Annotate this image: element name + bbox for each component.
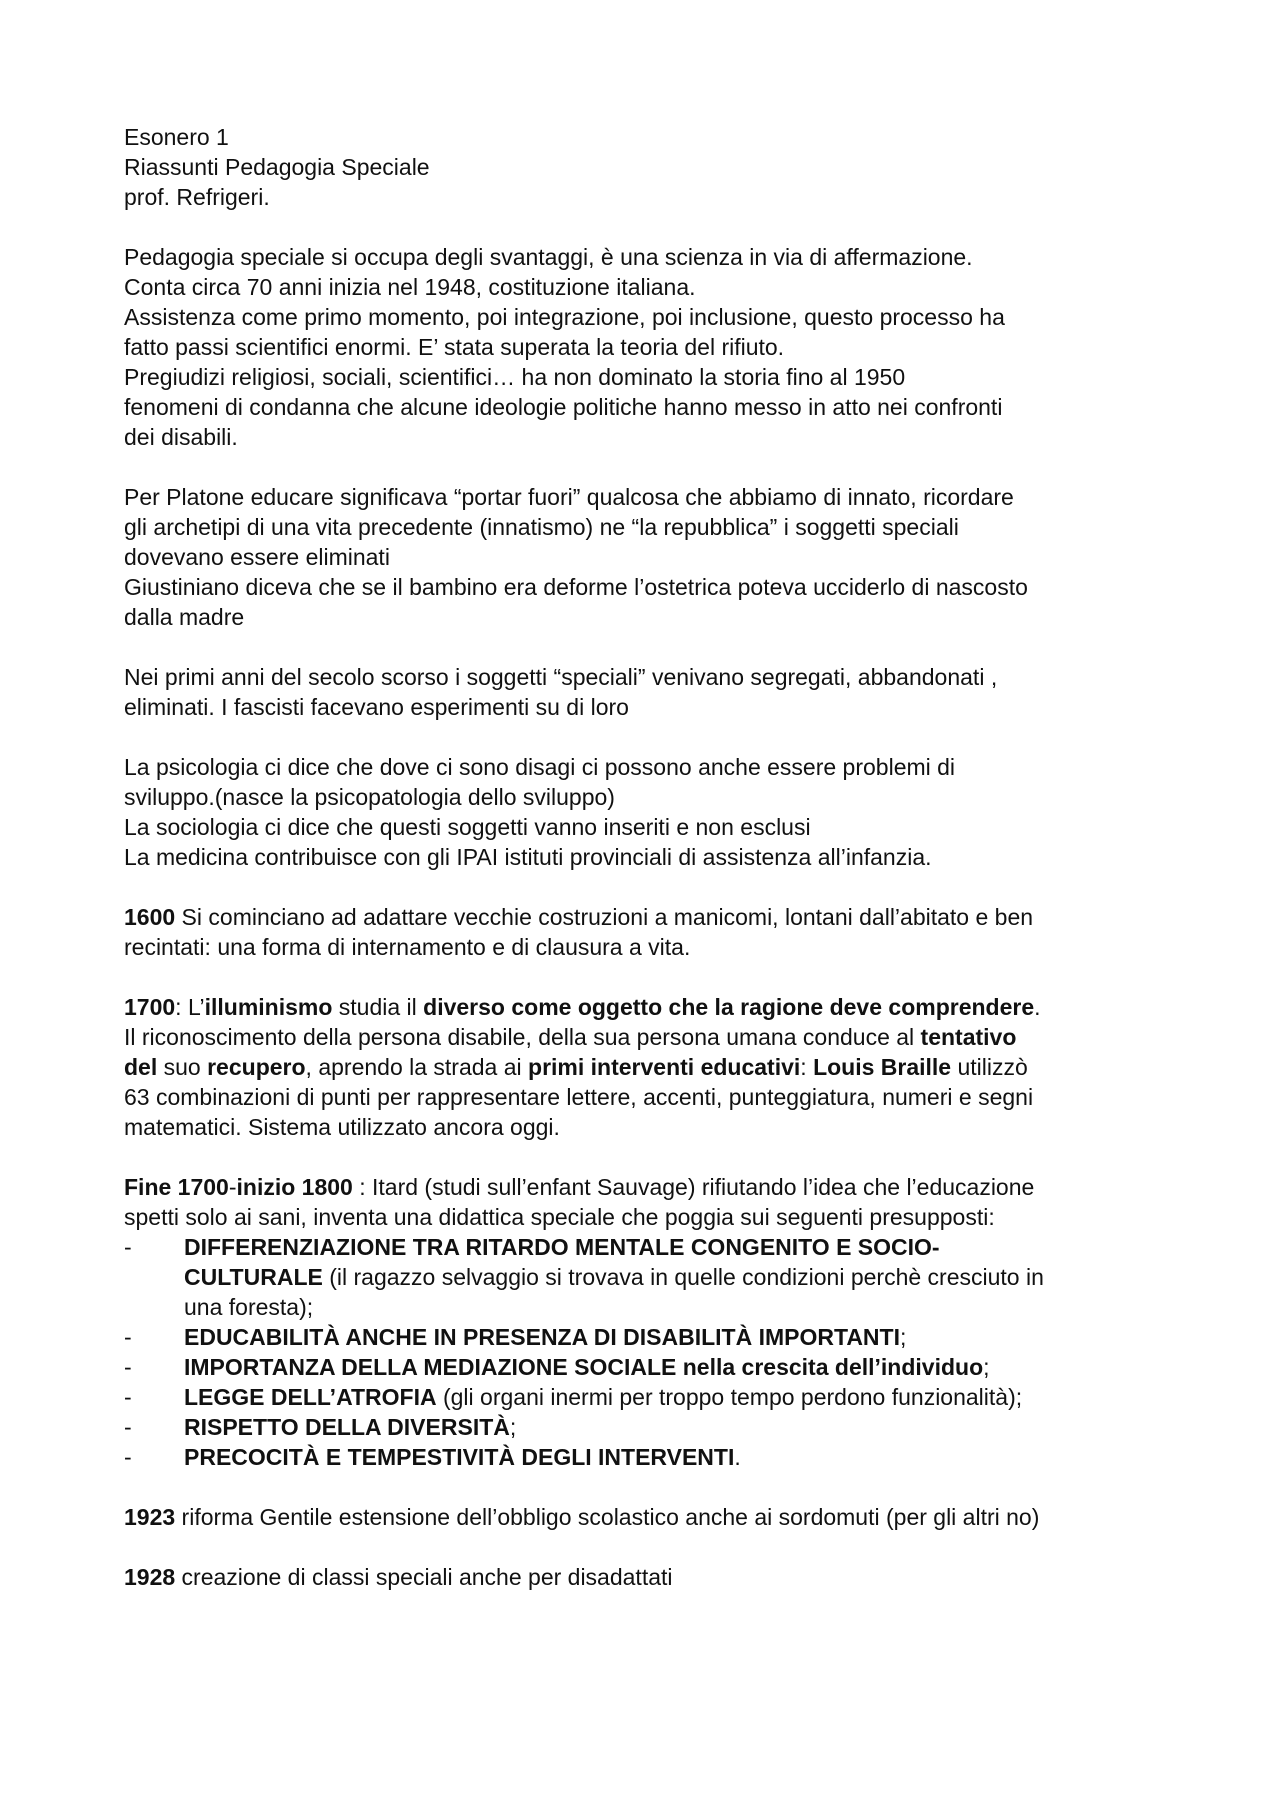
section-1700: [124, 992, 1184, 1142]
text-line: La sociologia ci dice che questi soggetti vanno inseriti e non esclusi: [124, 814, 811, 840]
text-line: Per Platone educare significava “portar fuori” qualcosa che abbiamo di innato, ricordare: [124, 484, 1014, 510]
year-1928: 1928: [124, 1564, 176, 1590]
dash-bullet: -: [124, 1384, 132, 1410]
bold-run: RISPETTO DELLA DIVERSITÀ: [184, 1414, 510, 1440]
text-run: (il ragazzo selvaggio si trovava in quelle condizioni perchè cresciuto in: [322, 1264, 1044, 1290]
section-1923: [124, 1502, 1184, 1532]
list-item: [124, 1232, 1184, 1322]
text-line: [184, 1412, 1184, 1442]
bold-run: LEGGE DELL’ATROFIA: [184, 1384, 437, 1410]
text-run: , aprendo la strada ai: [305, 1054, 529, 1080]
paragraph-discipline: [124, 752, 1184, 872]
bold-run: diverso come oggetto che la ragione deve comprendere: [423, 994, 1035, 1020]
text-line: La medicina contribuisce con gli IPAI istituti provinciali di assistenza all’infanzia.: [124, 844, 932, 870]
bold-run: primi interventi educativi: [528, 1054, 801, 1080]
bold-run: Fine 1700: [124, 1174, 229, 1200]
bold-run: del: [124, 1054, 158, 1080]
text-line: La psicologia ci dice che dove ci sono disagi ci possono anche essere problemi di: [124, 754, 956, 780]
text-line: [124, 1022, 1184, 1052]
paragraph-secolo-scorso: [124, 662, 1184, 722]
list-item: [124, 1442, 1184, 1472]
text-line: dovevano essere eliminati: [124, 544, 390, 570]
document-header: [124, 122, 1184, 212]
text-line: dei disabili.: [124, 424, 238, 450]
text-run: utilizzò: [951, 1054, 1028, 1080]
text-line: Giustiniano diceva che se il bambino era deforme l’ostetrica poteva ucciderlo di nascosto: [124, 574, 1028, 600]
text-line: [124, 1562, 1184, 1592]
text-line: eliminati. I fascisti facevano esperimenti su di loro: [124, 694, 629, 720]
professor-name: prof. Refrigeri.: [124, 184, 270, 210]
text-line: Conta circa 70 anni inizia nel 1948, costituzione italiana.: [124, 274, 696, 300]
list-item: [124, 1382, 1184, 1412]
text-line: Nei primi anni del secolo scorso i soggetti “speciali” venivano segregati, abbandonati ,: [124, 664, 998, 690]
dash-bullet: -: [124, 1414, 132, 1440]
text-line: [184, 1442, 1184, 1472]
paragraph-intro: [124, 242, 1184, 452]
text-line: matematici. Sistema utilizzato ancora oggi.: [124, 1114, 560, 1140]
text-line: una foresta);: [184, 1294, 314, 1320]
bold-run: inizio 1800: [236, 1174, 353, 1200]
text-run: -: [228, 1174, 237, 1200]
text-line: recintati: una forma di internamento e di clausura a vita.: [124, 934, 691, 960]
text-line: Assistenza come primo momento, poi integrazione, poi inclusione, questo processo ha: [124, 304, 1005, 330]
text-line: Pregiudizi religiosi, sociali, scientifici… ha non dominato la storia fino al 1950: [124, 364, 906, 390]
section-1928: [124, 1562, 1184, 1592]
dash-bullet: -: [124, 1354, 132, 1380]
bold-run: Louis Braille: [813, 1054, 952, 1080]
paragraph-platone: [124, 482, 1184, 632]
dash-bullet: -: [124, 1444, 132, 1470]
text-line: [124, 992, 1184, 1022]
presupposti-list: [124, 1232, 1184, 1472]
text-run: ;: [983, 1354, 990, 1380]
year-1700: 1700: [124, 994, 176, 1020]
section-1600: [124, 902, 1184, 962]
list-item: [124, 1352, 1184, 1382]
text-line: [184, 1352, 1184, 1382]
list-item: [124, 1322, 1184, 1352]
bold-run: tentativo: [920, 1024, 1017, 1050]
bold-run: recupero: [207, 1054, 306, 1080]
bold-run: IMPORTANZA DELLA MEDIAZIONE SOCIALE nella crescita dell’individuo: [184, 1354, 984, 1380]
text-run: .: [734, 1444, 741, 1470]
text-line: fenomeni di condanna che alcune ideologie politiche hanno messo in atto nei confronti: [124, 394, 1003, 420]
text-line: [184, 1262, 1184, 1292]
text-run: :: [800, 1054, 814, 1080]
text-line: [124, 902, 1184, 932]
dash-bullet: -: [124, 1234, 132, 1260]
text-run: Il riconoscimento della persona disabile, della sua persona umana conduce al: [124, 1024, 921, 1050]
bold-run: illuminismo: [204, 994, 333, 1020]
bold-run: DIFFERENZIAZIONE TRA RITARDO MENTALE CONGENITO E SOCIO-: [184, 1234, 940, 1260]
text-run: Si cominciano ad adattare vecchie costruzioni a manicomi, lontani dall’abitato e ben: [175, 904, 1034, 930]
text-line: [184, 1382, 1184, 1412]
section-1800: [124, 1172, 1184, 1472]
text-line: fatto passi scientifici enormi. E’ stata superata la teoria del rifiuto.: [124, 334, 785, 360]
text-line: dalla madre: [124, 604, 245, 630]
text-line: gli archetipi di una vita precedente (innatismo) ne “la repubblica” i soggetti speciali: [124, 514, 959, 540]
text-line: [124, 1502, 1184, 1532]
text-run: suo: [157, 1054, 208, 1080]
dash-bullet: -: [124, 1324, 132, 1350]
year-1923: 1923: [124, 1504, 176, 1530]
document-page: [124, 122, 1184, 1622]
document-subtitle: Riassunti Pedagogia Speciale: [124, 154, 430, 180]
text-line: Pedagogia speciale si occupa degli svantaggi, è una scienza in via di affermazione.: [124, 244, 973, 270]
document-title: Esonero 1: [124, 124, 229, 150]
text-run: (gli organi inermi per troppo tempo perdono funzionalità);: [436, 1384, 1023, 1410]
text-line: [124, 1052, 1184, 1082]
text-run: ;: [899, 1324, 907, 1350]
year-1600: 1600: [124, 904, 176, 930]
text-run: ;: [509, 1414, 517, 1440]
text-line: sviluppo.(nasce la psicopatologia dello sviluppo): [124, 784, 615, 810]
text-run: : L’: [175, 994, 205, 1020]
bold-run: CULTURALE: [184, 1264, 323, 1290]
text-line: [124, 1172, 1184, 1202]
text-line: spetti solo ai sani, inventa una didattica speciale che poggia sui seguenti presupposti:: [124, 1204, 995, 1230]
text-run: studia il: [332, 994, 424, 1020]
bold-run: EDUCABILITÀ ANCHE IN PRESENZA DI DISABILITÀ IMPORTANTI: [184, 1324, 900, 1350]
bold-run: PRECOCITÀ E TEMPESTIVITÀ DEGLI INTERVENTI: [184, 1444, 735, 1470]
list-item: [124, 1412, 1184, 1442]
text-run: : Itard (studi sull’enfant Sauvage) rifiutando l’idea che l’educazione: [352, 1174, 1035, 1200]
text-run: .: [1034, 994, 1041, 1020]
text-run: creazione di classi speciali anche per disadattati: [175, 1564, 673, 1590]
text-run: riforma Gentile estensione dell’obbligo scolastico anche ai sordomuti (per gli altri no): [175, 1504, 1040, 1530]
text-line: [184, 1322, 1184, 1352]
text-line: 63 combinazioni di punti per rappresentare lettere, accenti, punteggiatura, numeri e segni: [124, 1084, 1034, 1110]
